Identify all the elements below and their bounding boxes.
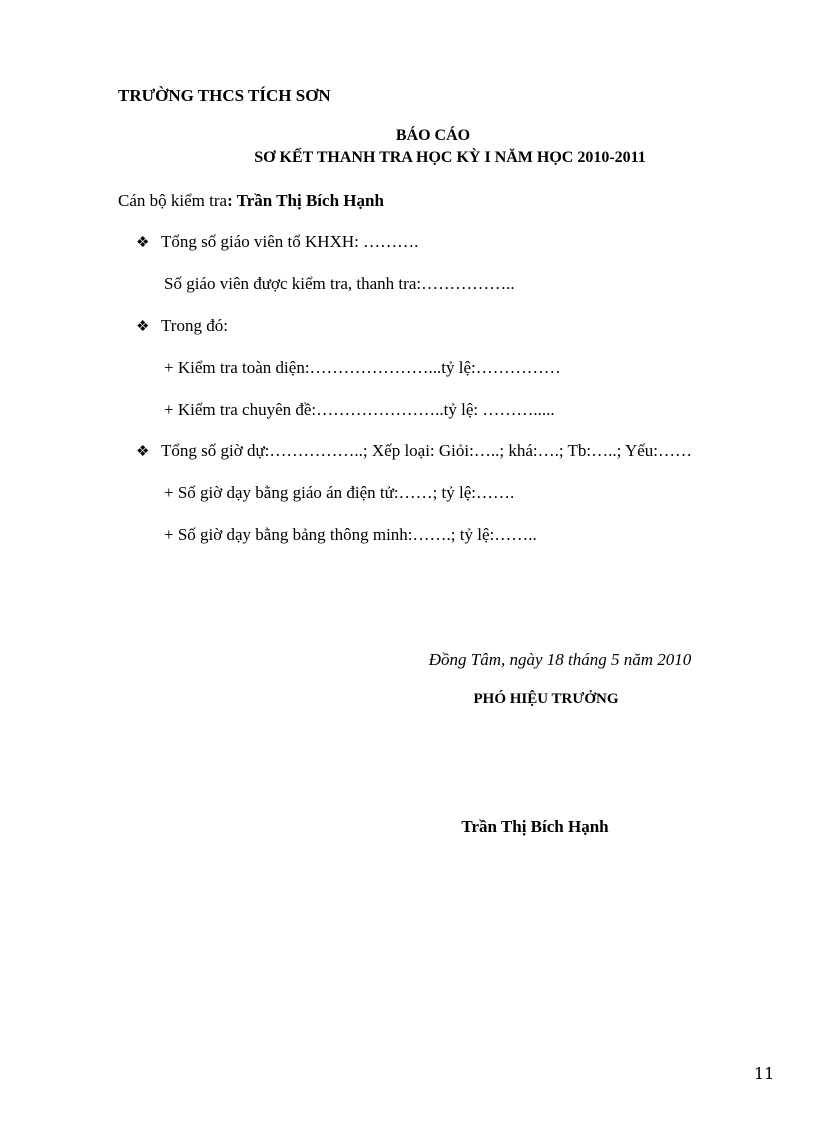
total-teachers-line xyxy=(136,233,418,251)
signer-role: PHÓ HIỆU TRƯỞNG xyxy=(473,691,619,707)
signer-name: Trần Thị Bích Hạnh xyxy=(461,817,609,836)
bullet-icon: ❖ xyxy=(136,319,150,335)
total-teachers-text: Tổng số giáo viên tổ KHXH: ………. xyxy=(161,232,419,251)
report-subtitle: SƠ KẾT THANH TRA HỌC KỲ I NĂM HỌC 2010-2011 xyxy=(254,149,646,166)
among-line xyxy=(136,317,228,335)
inspector-colon: : xyxy=(227,191,237,210)
total-hours-text: Tổng số giờ dự:……………..; Xếp loại: Giỏi:…..; khá:….; Tb:…..; Yếu:…… xyxy=(161,441,693,460)
bullet-icon: ❖ xyxy=(136,235,150,251)
report-title: BÁO CÁO xyxy=(395,127,471,144)
total-hours-line xyxy=(136,442,692,460)
school-name: TRƯỜNG THCS TÍCH SƠN xyxy=(118,86,331,105)
comprehensive-inspection-line: + Kiểm tra toàn diện:…………………...tỷ lệ:…………… xyxy=(164,358,561,377)
smart-board-line: + Số giờ dạy bằng bảng thông minh:…….; tỷ lệ:…….. xyxy=(164,525,537,544)
bullet-icon: ❖ xyxy=(136,444,150,460)
inspector-line xyxy=(118,192,384,209)
among-text: Trong đó: xyxy=(161,316,228,335)
place-date: Đồng Tâm, ngày 18 tháng 5 năm 2010 xyxy=(428,650,692,669)
page-number: 11 xyxy=(754,1064,775,1083)
inspector-label: Cán bộ kiểm tra xyxy=(118,191,228,210)
inspected-teachers-line: Số giáo viên được kiểm tra, thanh tra:…………….. xyxy=(164,274,515,293)
inspector-name: Trần Thị Bích Hạnh xyxy=(236,191,384,210)
electronic-lessons-line: + Số giờ dạy bằng giáo án điện tử:……; tỷ lệ:……. xyxy=(164,483,515,502)
specialized-inspection-line: + Kiểm tra chuyên đề:…………………..tỷ lệ: ………..... xyxy=(164,400,555,419)
